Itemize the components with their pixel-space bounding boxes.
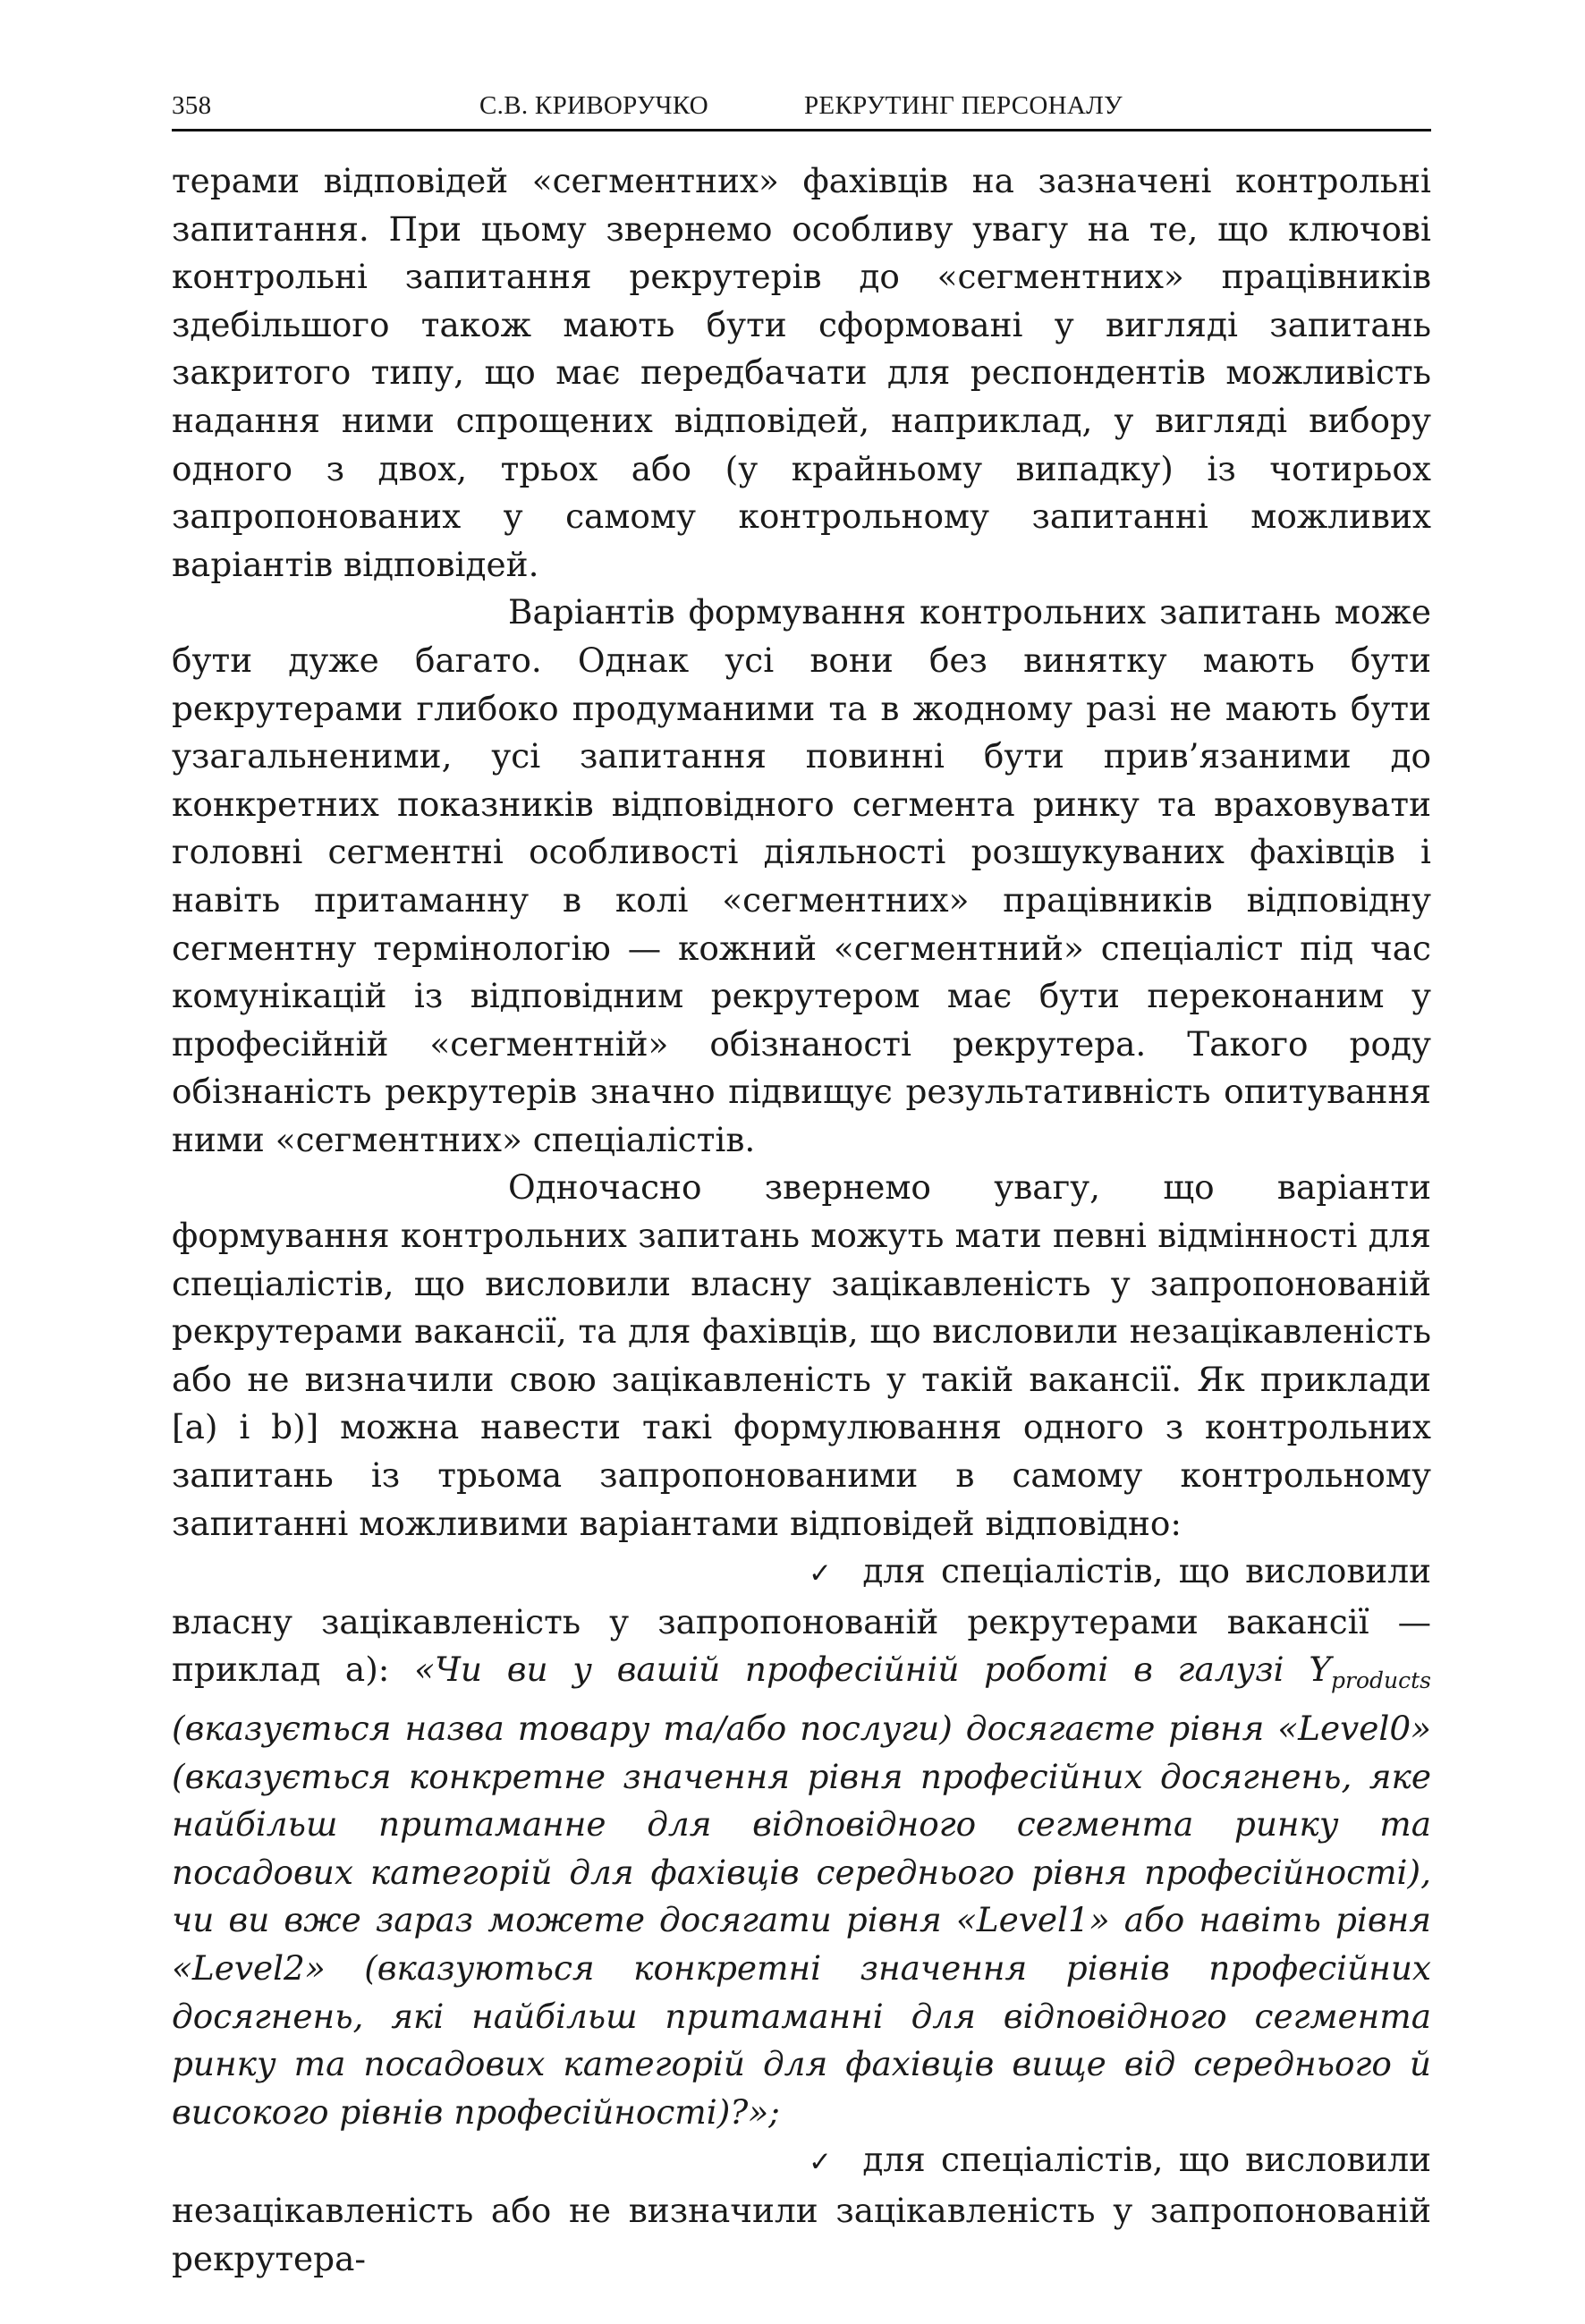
header-book-title: РЕКРУТИНГ ПЕРСОНАЛУ <box>804 91 1123 120</box>
variable-y: Y <box>1309 1650 1331 1690</box>
page-number: 358 <box>172 91 212 120</box>
example-question-a <box>172 1650 1431 2131</box>
checkmark-icon: ✓ <box>809 2146 832 2179</box>
paragraph-1: терами відповідей «сегментних» фахівців на зазначені контрольні запитання. При цьому звернемо особливу увагу на те, що ключові контрольні запитання рекрутерів до «сегментних» працівників здебільшого також мають бути сформовані у вигляді запитань закритого типу, що має передбачати для респондентів можливість надання ними спрощених відповідей, наприклад, у вигляді вибору одного з двох, трьох або (у крайньому випадку) із чотирьох запропонованих у самому контрольному запитанні можливих варіантів відповідей. <box>172 161 1431 584</box>
bullet-item-interested <box>172 1548 1431 2136</box>
paragraph-2: Варіантів формування контрольних запитань може бути дуже багато. Однак усі вони без винятку мають бути рекрутерами глибоко продуманими та в жодному разі не мають бути узагальненими, усі запитання повинні бути прив’язаними до конкретних показників відповідного сегмента ринку та враховувати головні сегментні особливості діяльності розшукуваних фахівців і навіть притаманну в колі «сегментних» працівників відповідну сегментну термінологію — кожний «сегментний» спеціаліст під час комунікацій із відповідним рекрутером має бути переконаним у професійній «сегментній» обізнаності рекрутера. Такого роду обізнаність рекрутерів значно підвищує результативність опитування ними «сегментних» спеціалістів. <box>172 592 1431 1159</box>
example-question-start: «Чи ви у вашій професійній роботі в галузі <box>414 1650 1310 1690</box>
example-question-end: (вказується назва товару та/або послуги) досягаєте рівня «Level0» (вказується конкретне значення рівня професійних досягнень, яке найбільш притаманне для відповідного сегмента ринку та посадових категорій для фахівців середнього рівня професійності), чи ви вже зараз можете досягати рівня «Level1» або навіть рівня «Level2» (вказуються конкретні значення рівнів професійних досягнень, які найбільш притаманні для відповідного сегмента ринку та посадових категорій для фахівців вище від середнього й високого рівнів професійності)?»; <box>172 1709 1431 2132</box>
bullet-text: для спеціалістів, що висловили незацікавленість або не визначили зацікавленість у запропонованій рекрутера- <box>172 2140 1431 2278</box>
running-header <box>172 86 1431 131</box>
bullet-item-uninterested <box>172 2136 1431 2283</box>
checkmark-icon: ✓ <box>809 1557 832 1590</box>
body-text <box>172 157 1431 2283</box>
header-author: С.В. КРИВОРУЧКО <box>479 91 708 120</box>
bullet-lead-text: для спеціалістів, що висловили власну зацікавленість у запропонованій рекрутерами вакансії — приклад а): <box>172 1551 1431 1690</box>
paragraph-3: Одночасно звернемо увагу, що варіанти формування контрольних запитань можуть мати певні відмінності для спеціалістів, що висловили власну зацікавленість у запропонованій рекрутерами вакансії, та для фахівців, що висловили незацікавленість або не визначили свою зацікавленість у такій вакансії. Як приклади [a) і b)] можна навести такі формулювання одного з контрольних запитань із трьома запропонованими в самому контрольному запитанні можливими варіантами відповідей відповідно: <box>172 1167 1431 1543</box>
variable-subscript: products <box>1331 1667 1431 1694</box>
